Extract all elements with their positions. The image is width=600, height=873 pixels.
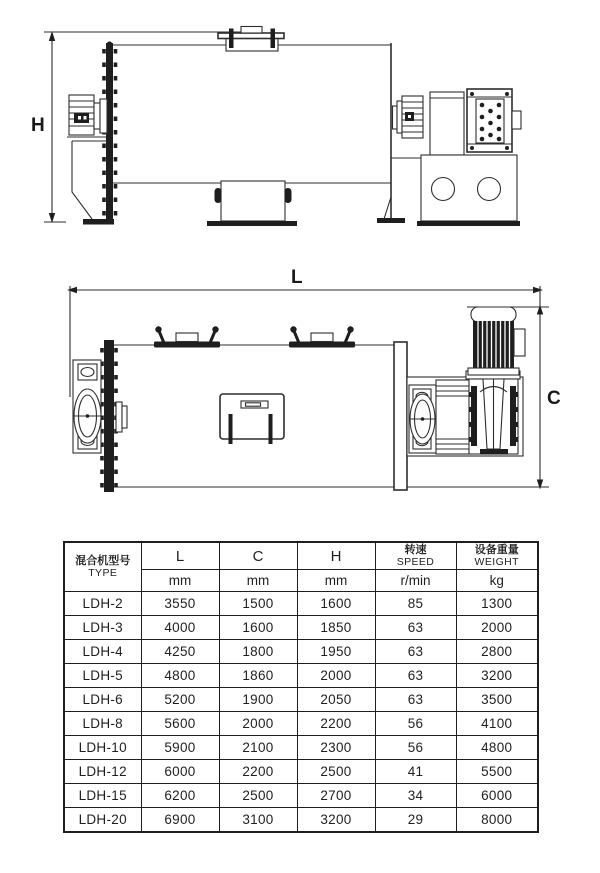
header-type-en: TYPE	[88, 567, 118, 579]
value-cell: 4000	[141, 616, 219, 640]
header-unit-c: mm	[219, 570, 297, 592]
table-row	[64, 640, 538, 664]
value-cell: 5500	[456, 760, 538, 784]
value-cell: 1860	[219, 664, 297, 688]
header-unit-speed: r/min	[375, 570, 456, 592]
value-cell: 2200	[297, 712, 375, 736]
model-cell: LDH-3	[64, 616, 141, 640]
value-cell: 1900	[219, 688, 297, 712]
front-bearing-housing	[73, 360, 127, 453]
model-cell: LDH-6	[64, 688, 141, 712]
value-cell: 6000	[141, 760, 219, 784]
rear-flange-column-plan	[394, 342, 407, 490]
table-row	[64, 808, 538, 833]
value-cell: 63	[375, 640, 456, 664]
value-cell: 2000	[219, 712, 297, 736]
value-cell: 2500	[297, 760, 375, 784]
value-cell: 3500	[456, 688, 538, 712]
model-cell: LDH-10	[64, 736, 141, 760]
value-cell: 63	[375, 688, 456, 712]
top-view-drawing	[67, 267, 561, 492]
dim-label-c: C	[547, 388, 561, 409]
rear-shaft-bearing	[393, 96, 424, 138]
main-gearbox	[430, 92, 464, 155]
header-weight-zh: 设备重量	[474, 544, 519, 556]
value-cell: 4800	[141, 664, 219, 688]
value-cell: 3200	[297, 808, 375, 833]
table-row	[64, 592, 538, 616]
value-cell: 4250	[141, 640, 219, 664]
rear-bearing-housing	[409, 385, 436, 453]
value-cell: 1600	[219, 616, 297, 640]
value-cell: 4100	[456, 712, 538, 736]
drive-stand	[391, 155, 520, 226]
table-row	[64, 616, 538, 640]
access-panel	[220, 394, 284, 444]
model-cell: LDH-2	[64, 592, 141, 616]
header-speed-en: SPEED	[396, 556, 435, 568]
main-motor-flange	[467, 89, 521, 152]
header-unit-l: mm	[141, 570, 219, 592]
vertical-motor	[468, 307, 525, 375]
value-cell: 2200	[219, 760, 297, 784]
value-cell: 63	[375, 616, 456, 640]
value-cell: 2050	[297, 688, 375, 712]
feed-inlet-manhole	[218, 27, 284, 52]
value-cell: 6900	[141, 808, 219, 833]
value-cell: 2700	[297, 784, 375, 808]
value-cell: 2300	[297, 736, 375, 760]
spec-table	[63, 541, 539, 833]
spec-table-header	[64, 542, 538, 592]
model-cell: LDH-12	[64, 760, 141, 784]
value-cell: 2500	[219, 784, 297, 808]
header-unit-weight: kg	[456, 570, 538, 592]
table-row	[64, 664, 538, 688]
discharge-gate	[207, 181, 297, 226]
lid-clamp	[289, 326, 355, 347]
value-cell: 1600	[297, 592, 375, 616]
table-row	[64, 688, 538, 712]
value-cell: 6000	[456, 784, 538, 808]
front-drive-motor	[67, 95, 107, 137]
value-cell: 3550	[141, 592, 219, 616]
value-cell: 56	[375, 736, 456, 760]
value-cell: 85	[375, 592, 456, 616]
header-speed-zh: 转速	[404, 544, 427, 556]
gear-frame	[436, 380, 470, 454]
dim-label-l: L	[291, 267, 303, 288]
value-cell: 5200	[141, 688, 219, 712]
value-cell: 63	[375, 664, 456, 688]
table-row	[64, 712, 538, 736]
side-view-drawing	[31, 27, 521, 227]
value-cell: 1300	[456, 592, 538, 616]
value-cell: 2000	[297, 664, 375, 688]
header-speed	[375, 542, 456, 570]
value-cell: 34	[375, 784, 456, 808]
header-unit-h: mm	[297, 570, 375, 592]
worm-gearbox	[466, 371, 520, 455]
model-cell: LDH-15	[64, 784, 141, 808]
value-cell: 8000	[456, 808, 538, 833]
model-cell: LDH-8	[64, 712, 141, 736]
dim-label-h: H	[31, 115, 45, 136]
table-row	[64, 760, 538, 784]
value-cell: 2800	[456, 640, 538, 664]
value-cell: 1800	[219, 640, 297, 664]
model-cell: LDH-4	[64, 640, 141, 664]
value-cell: 3200	[456, 664, 538, 688]
value-cell: 4800	[456, 736, 538, 760]
header-c: C	[219, 542, 297, 570]
value-cell: 6200	[141, 784, 219, 808]
model-cell: LDH-5	[64, 664, 141, 688]
value-cell: 1500	[219, 592, 297, 616]
value-cell: 56	[375, 712, 456, 736]
value-cell: 1950	[297, 640, 375, 664]
value-cell: 5900	[141, 736, 219, 760]
header-h: H	[297, 542, 375, 570]
header-weight-en: WEIGHT	[474, 556, 519, 568]
table-row	[64, 784, 538, 808]
spec-table-body	[64, 592, 538, 833]
value-cell: 1850	[297, 616, 375, 640]
value-cell: 2000	[456, 616, 538, 640]
value-cell: 41	[375, 760, 456, 784]
motor-junction-box	[514, 329, 525, 356]
header-l: L	[141, 542, 219, 570]
value-cell: 29	[375, 808, 456, 833]
front-flange-column-plan	[102, 340, 116, 492]
lid-clamp	[154, 326, 220, 347]
header-type	[64, 542, 141, 592]
header-weight	[456, 542, 538, 570]
header-type-zh: 混合机型号	[75, 555, 131, 567]
value-cell: 3100	[219, 808, 297, 833]
table-row	[64, 736, 538, 760]
value-cell: 5600	[141, 712, 219, 736]
value-cell: 2100	[219, 736, 297, 760]
model-cell: LDH-20	[64, 808, 141, 833]
